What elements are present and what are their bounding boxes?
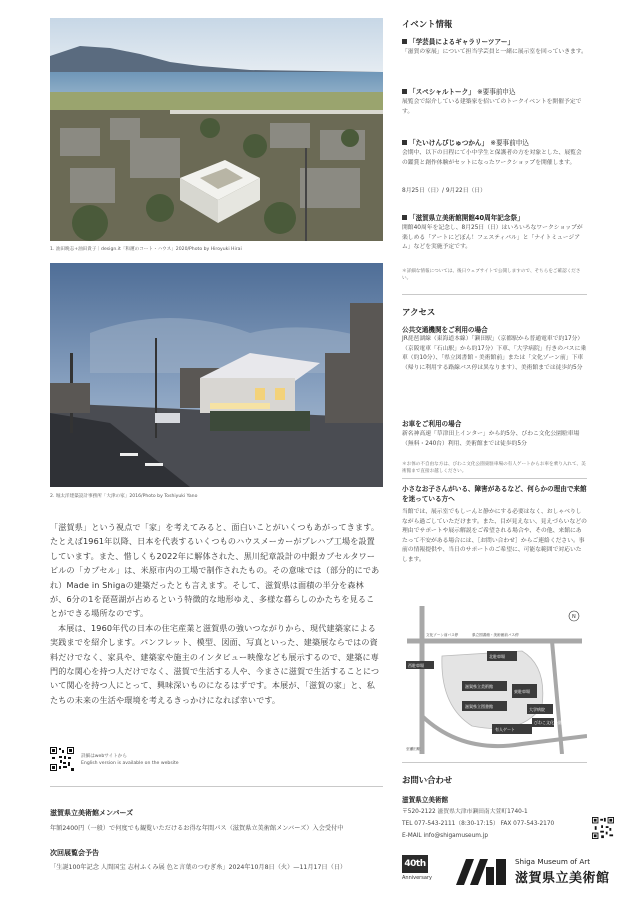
events-footnote: ＊詳細な情報については、後日ウェブサイトで公開しますので、そちらをご確認ください。: [402, 269, 581, 281]
bullet-icon: [402, 89, 407, 94]
website-note-ja: 詳細はwebサイトから: [81, 754, 127, 759]
intro-text: [50, 520, 380, 707]
photo-otsu-house: [50, 263, 383, 487]
transit-title: 公共交通機関をご利用の場合: [402, 326, 488, 334]
events-heading: イベント情報: [402, 19, 453, 29]
divider-contact: [402, 762, 587, 763]
anniversary-mark: 40th: [402, 855, 428, 873]
transit-text: JR琵琶湖線（東海道本線）「瀬田駅」（京都駅から普通電車で約17分）（京阪電車「石山駅」から約17分）下車、「大学病院」行きのバスに乗車（約10分）、「県立図書館・美術館前」または「文化ゾーン前」下車（帰りに利用する路線バス停は異なります）、美術館までは徒歩約5分: [402, 336, 587, 371]
bullet-icon: [402, 39, 407, 44]
website-qr-code[interactable]: [50, 747, 74, 771]
event-1-body: 「滋賀の家展」について担当学芸員と一緒に展示室を回っていきます。: [402, 49, 587, 55]
contact-heading: お問い合わせ: [402, 775, 453, 785]
intro-paragraph-2: 本展は、1960年代の日本の住宅産業と滋賀県の強いつながりから、現代建築家による実践までを紹介します。パンフレット、模型、図面、写真といった、建築展ならではの資料だけでなく、家具や、建築家や施主のインタビュー映像なども展示するので、建築に専門的な関心を持つ人だけでなく、滋賀で生活する人や、今まさに滋賀で生活することについて関心を持つ人にとって、興味深いものになるはずです。本展が、「滋賀の家」と、私たちの未来の生活や環境を考えるきっかけになれば幸いです。: [50, 622, 380, 705]
next-exhibition-title: 次回展覧会予告: [50, 849, 99, 857]
museum-name-en: Shiga Museum of Art: [515, 857, 591, 866]
contact-org: 滋賀県立美術館: [402, 796, 449, 804]
event-2-body: 展覧会で紹介している建築家を招いてのトークイベントを開催予定です。: [402, 99, 582, 115]
access-map: [402, 606, 587, 754]
next-exhibition-text: 「生誕100年記念 人間国宝 志村ふくみ展 色と言葉のつむぎ糸」2024年10月8日（火）—11月17日（日）: [50, 864, 347, 871]
map-label-museum: 滋賀県立美術館: [465, 684, 493, 689]
map-north-label: N: [572, 614, 576, 620]
bullet-icon: [402, 215, 407, 220]
museum-logo-mark: [456, 859, 508, 885]
support-title: 小さなお子さんがいる、障害があるなど、何らかの理由で来館を迷っている方へ: [402, 485, 587, 503]
anniversary-logo: [402, 855, 440, 881]
map-label-park: びわこ文化公園: [534, 720, 562, 725]
contact-address: 〒520-2122 滋賀県大津市瀬田南大萱町1740-1: [402, 809, 528, 815]
map-label-library-museum-bus: 県立図書館・美術館前バス停: [472, 633, 519, 637]
event-3-dates: 8月25日（日）/ 9月22日（日）: [402, 188, 486, 194]
car-title: お車をご利用の場合: [402, 420, 462, 428]
contact-tel: TEL 077-543-2111（8:30-17:15） FAX 077-543-2170: [402, 821, 555, 827]
intro-paragraph-1: 「滋賀県」という視点で「家」を考えてみると、面白いことがいくつもあがってきます。たとえば1961年以降、日本を代表するいくつものハウスメーカーがプレハブ工場を設置しています。また、惜しくも2022年に解体された、黒川紀章設計の中銀カプセルタワービルの「カプセル」は、米原市内の工場で制作されたもの。その意味では（部分的にであれ）Made in Shigaの建築だったとも言えます。そして、滋賀県は面積の半分を森林が、6分の1を琵琶湖が占めるという特徴的な地形ゆえ、多様な暮らしのかたちを見ることができる場所なのです。: [50, 522, 380, 619]
event-2-note: ※要事前申込: [477, 88, 516, 96]
event-3-note: ※要事前申込: [490, 139, 529, 147]
members-text: 年額2400円（一般）で何度でも観覧いただけるお得な年間パス（滋賀県立美術館メンバーズ）入会受付中: [50, 825, 344, 832]
photo-wani-court-house: [50, 18, 383, 241]
map-label-library: 滋賀県立図書館: [465, 704, 493, 709]
contact-email[interactable]: E-MAIL info@shigamuseum.jp: [402, 833, 489, 839]
car-text: 新名神高速「草津田上インター」から約5分、びわこ文化公園駐車場（無料・240台）利用、美術館までは徒歩約5分: [402, 431, 580, 447]
event-3-title: 「たいけんびじゅつかん」 ※要事前申込: [402, 137, 529, 147]
map-label-hospital: 大学病院: [529, 707, 545, 712]
map-label-to-seta: 至瀬田駅: [406, 747, 421, 751]
contact-qr-code[interactable]: [592, 817, 614, 839]
event-1-title: 「学芸員によるギャラリーツアー」: [402, 36, 514, 46]
map-label-east-parking: 東駐車場: [514, 689, 530, 694]
map-label-bunka-zone-bus: 文化ゾーン前バス停: [426, 633, 459, 637]
access-heading: アクセス: [402, 307, 436, 317]
website-note: [81, 753, 179, 767]
bullet-icon: [402, 140, 407, 145]
event-3-body: 会期中、以下の日程にて小中学生と保護者の方を対象とした、展覧会の鑑賞と創作体験がセットになったワークショップを開催します。: [402, 150, 582, 166]
museum-name-ja: 滋賀県立美術館: [515, 871, 610, 886]
car-note: ＊お体の不自由な方は、びわこ文化公園東駐車場の有人ゲートからお車を乗り入れて、美術館まで直接お越しください。: [402, 462, 586, 474]
divider-members: [50, 786, 383, 787]
photo-caption-1: 1. 油田晩志+油田貴子｜design.it「和邇のコート・ハウス」2020/Photo by Hiroyuki Hirai: [50, 247, 242, 252]
website-note-en: English version is available on the website: [81, 761, 179, 766]
event-4-body: 開館40周年を記念し、8月25日（日）はいろいろなワークショップが楽しめる「アートにどぼん！フェスティバル」と「ナイトミュージアム」などを実施予定です。: [402, 225, 583, 251]
photo-caption-2: 2. 堀太洋建築設計事務所「大津の家」2016/Photo by Toshiyuki Yano: [50, 494, 198, 499]
support-text: 当館では、展示室でもしーんと静かにする必要はなく、おしゃべりしながら過ごしていただけます。また、目が見えない、見えづらいなどの理由でサポートや展示解説をご希望される場合や、その他、来館にあたって不安がある場合には、［お問い合わせ］からご連絡ください。事前の情報提供や、当日のサポートのご希望に、可能な範囲で対応いたします。: [402, 509, 587, 563]
members-title: 滋賀県立美術館メンバーズ: [50, 809, 134, 817]
event-2-title: 「スペシャルトーク」 ※要事前申込: [402, 86, 516, 96]
map-label-west-parking: 西駐車場: [408, 663, 424, 668]
divider-access: [402, 294, 587, 295]
divider-support: [402, 478, 587, 479]
event-4-title: 「滋賀県立美術館開館40周年記念祭」: [402, 212, 524, 222]
map-label-gate: 有人ゲート: [495, 727, 515, 732]
map-label-north-parking: 北駐車場: [489, 654, 505, 659]
anniversary-label: Anniversary: [402, 875, 432, 881]
